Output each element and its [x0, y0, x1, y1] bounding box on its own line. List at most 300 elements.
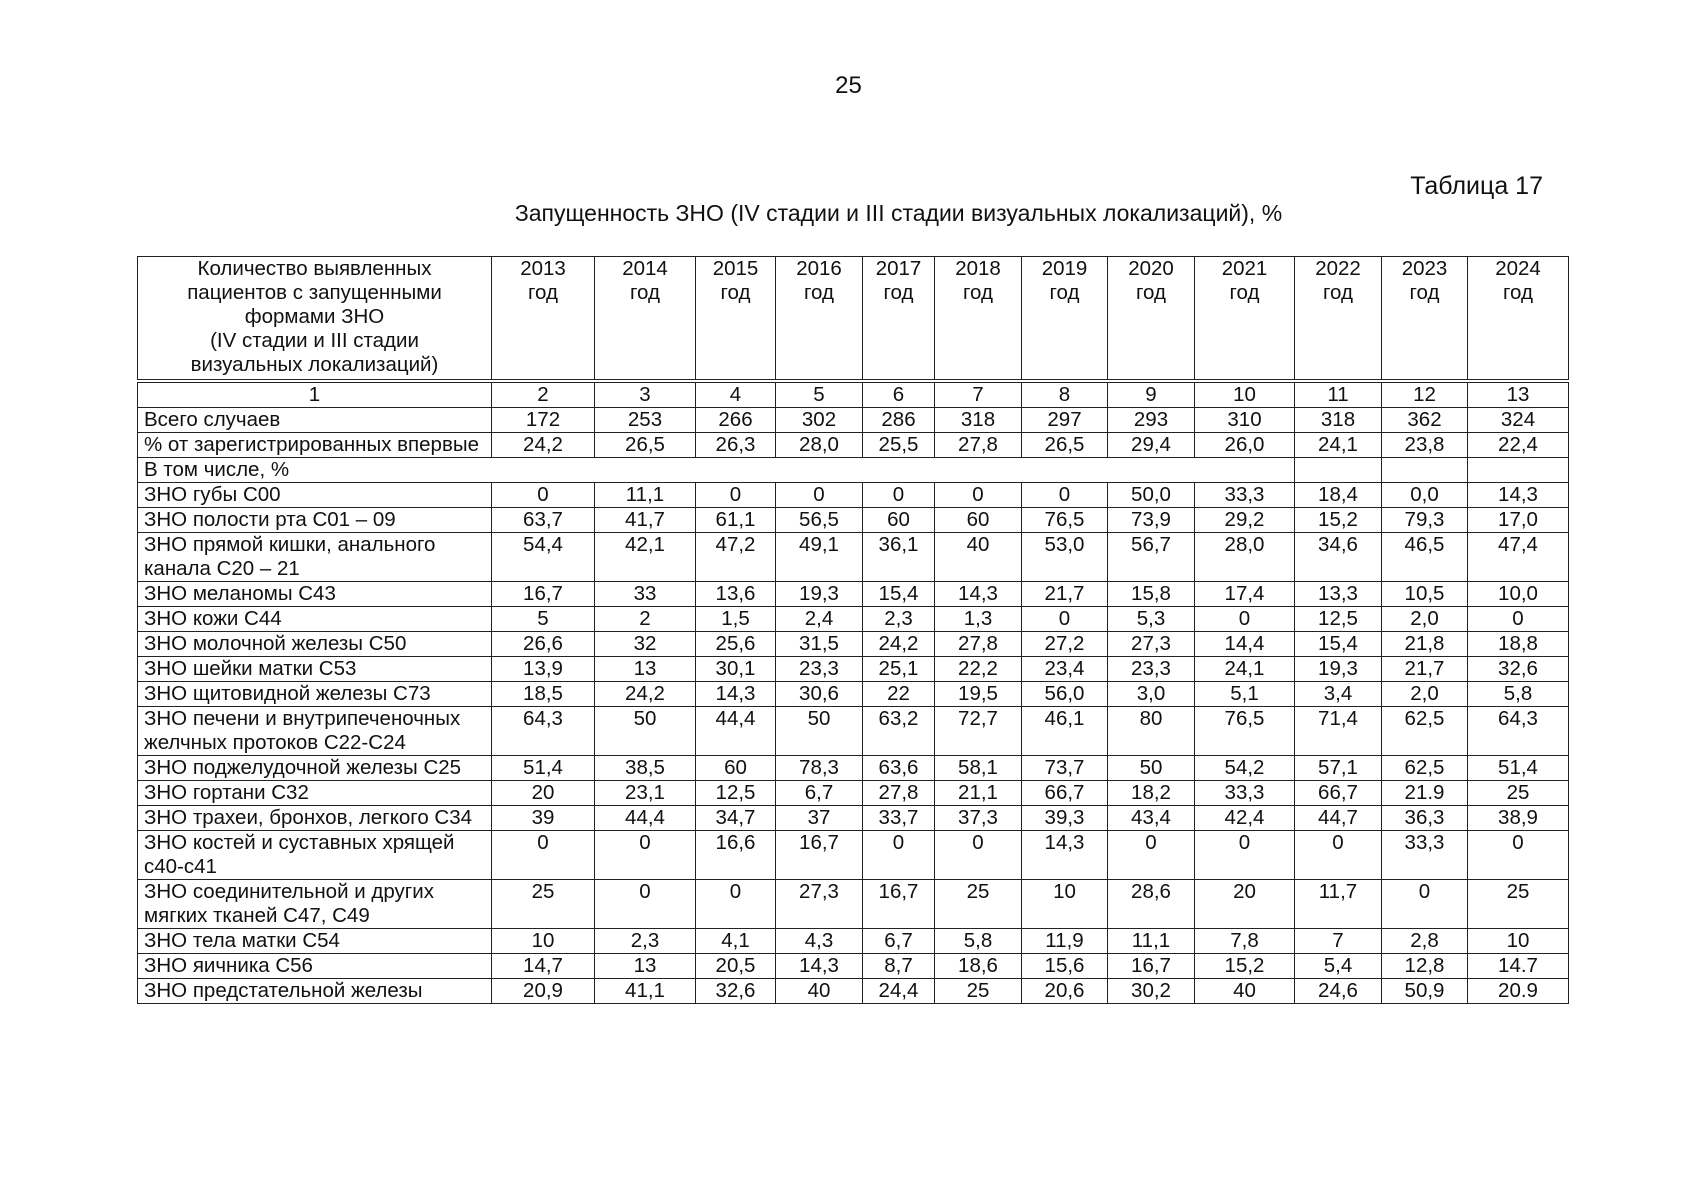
header-label-line: визуальных локализаций) — [190, 353, 439, 376]
value-cell: 19,3 — [1295, 657, 1382, 682]
value-cell: 32 — [595, 632, 696, 657]
value-cell: 21,7 — [1382, 657, 1468, 682]
value-cell: 14,3 — [935, 582, 1022, 607]
header-year: 2016 — [796, 257, 842, 280]
value-cell: 0 — [492, 483, 595, 508]
value-cell: 25 — [1468, 781, 1569, 806]
value-cell: 16,6 — [696, 831, 776, 880]
table-row — [138, 607, 1569, 632]
value-cell: 0 — [935, 831, 1022, 880]
table-row — [138, 632, 1569, 657]
value-cell: 11,9 — [1022, 929, 1108, 954]
value-cell: 17,4 — [1195, 582, 1295, 607]
value-cell: 23,8 — [1382, 433, 1468, 458]
header-year: 2022 — [1315, 257, 1361, 280]
value-cell: 51,4 — [492, 756, 595, 781]
value-cell: 14,3 — [1022, 831, 1108, 880]
value-cell: 15,4 — [1295, 632, 1382, 657]
value-cell: 21,7 — [1022, 582, 1108, 607]
value-cell: 47,4 — [1468, 533, 1569, 582]
header-label-line: пациентов с запущенными — [187, 281, 442, 304]
value-cell: 24,4 — [863, 979, 935, 1004]
value-cell: 12,5 — [1295, 607, 1382, 632]
value-cell: 5,3 — [1108, 607, 1195, 632]
value-cell: 11,1 — [595, 483, 696, 508]
table-row — [138, 408, 1569, 433]
value-cell: 80 — [1108, 707, 1195, 756]
value-cell: 13,9 — [492, 657, 595, 682]
value-cell: 42,4 — [1195, 806, 1295, 831]
column-index-cell: 3 — [595, 381, 696, 408]
table-row — [138, 483, 1569, 508]
value-cell: 36,1 — [863, 533, 935, 582]
value-cell: 20 — [492, 781, 595, 806]
column-index-cell: 4 — [696, 381, 776, 408]
value-cell: 0 — [696, 483, 776, 508]
value-cell: 11,7 — [1295, 880, 1382, 929]
value-cell: 22,4 — [1468, 433, 1569, 458]
value-cell: 25 — [935, 880, 1022, 929]
header-year: 2021 — [1221, 257, 1268, 280]
header-year-unit: год — [963, 281, 993, 304]
value-cell: 318 — [1295, 408, 1382, 433]
column-index-cell: 12 — [1382, 381, 1468, 408]
value-cell: 54,4 — [492, 533, 595, 582]
value-cell: 62,5 — [1382, 707, 1468, 756]
row-label: ЗНО губы С00 — [138, 483, 492, 508]
value-cell: 0 — [1295, 831, 1382, 880]
value-cell: 13 — [595, 657, 696, 682]
value-cell: 63,7 — [492, 508, 595, 533]
table-row — [138, 533, 1569, 582]
empty-cell — [1382, 458, 1468, 483]
value-cell: 27,3 — [1108, 632, 1195, 657]
value-cell: 26,6 — [492, 632, 595, 657]
row-label: ЗНО яичника С56 — [138, 954, 492, 979]
value-cell: 0 — [935, 483, 1022, 508]
value-cell: 39 — [492, 806, 595, 831]
value-cell: 24,2 — [595, 682, 696, 707]
empty-cell — [1022, 458, 1108, 483]
value-cell: 0 — [1195, 607, 1295, 632]
value-cell: 20,9 — [492, 979, 595, 1004]
value-cell: 27,2 — [1022, 632, 1108, 657]
table-row — [138, 682, 1569, 707]
value-cell: 5 — [492, 607, 595, 632]
value-cell: 0 — [1022, 607, 1108, 632]
value-cell: 42,1 — [595, 533, 696, 582]
value-cell: 43,4 — [1108, 806, 1195, 831]
value-cell: 253 — [595, 408, 696, 433]
table-row — [138, 657, 1569, 682]
header-year-cell — [492, 257, 595, 382]
value-cell: 10,5 — [1382, 582, 1468, 607]
value-cell: 19,3 — [776, 582, 863, 607]
value-cell: 50 — [776, 707, 863, 756]
value-cell: 1,3 — [935, 607, 1022, 632]
value-cell: 22,2 — [935, 657, 1022, 682]
value-cell: 21.9 — [1382, 781, 1468, 806]
column-index-cell: 11 — [1295, 381, 1382, 408]
value-cell: 0 — [595, 880, 696, 929]
value-cell: 2 — [595, 607, 696, 632]
value-cell: 76,5 — [1195, 707, 1295, 756]
value-cell: 0 — [1022, 483, 1108, 508]
value-cell: 7 — [1295, 929, 1382, 954]
value-cell: 66,7 — [1295, 781, 1382, 806]
value-cell: 293 — [1108, 408, 1195, 433]
table-row — [138, 929, 1569, 954]
value-cell: 3,4 — [1295, 682, 1382, 707]
value-cell: 53,0 — [1022, 533, 1108, 582]
value-cell: 63,2 — [863, 707, 935, 756]
value-cell: 44,4 — [696, 707, 776, 756]
value-cell: 297 — [1022, 408, 1108, 433]
empty-cell — [935, 458, 1022, 483]
value-cell: 60 — [863, 508, 935, 533]
header-year-cell — [1295, 257, 1382, 382]
value-cell: 24,6 — [1295, 979, 1382, 1004]
value-cell: 66,7 — [1022, 781, 1108, 806]
header-year: 2020 — [1128, 257, 1174, 280]
value-cell: 50,0 — [1108, 483, 1195, 508]
value-cell: 25,6 — [696, 632, 776, 657]
value-cell: 21,8 — [1382, 632, 1468, 657]
header-year: 2018 — [955, 257, 1001, 280]
value-cell: 20,5 — [696, 954, 776, 979]
value-cell: 23,1 — [595, 781, 696, 806]
value-cell: 73,7 — [1022, 756, 1108, 781]
value-cell: 23,3 — [776, 657, 863, 682]
value-cell: 29,2 — [1195, 508, 1295, 533]
column-index-cell: 2 — [492, 381, 595, 408]
empty-cell — [1468, 458, 1569, 483]
value-cell: 13,6 — [696, 582, 776, 607]
table-number: Таблица 17 — [1410, 172, 1543, 200]
value-cell: 20 — [1195, 880, 1295, 929]
header-year-cell — [1382, 257, 1468, 382]
header-year-cell — [863, 257, 935, 382]
value-cell: 38,9 — [1468, 806, 1569, 831]
row-label: Всего случаев — [138, 408, 492, 433]
value-cell: 2,0 — [1382, 607, 1468, 632]
row-label: ЗНО молочной железы С50 — [138, 632, 492, 657]
empty-cell — [776, 458, 863, 483]
column-index-cell: 7 — [935, 381, 1022, 408]
header-year-unit: год — [630, 281, 660, 304]
table-row — [138, 433, 1569, 458]
value-cell: 50 — [595, 707, 696, 756]
row-label: % от зарегистрированных впервые — [138, 433, 492, 458]
value-cell: 15,2 — [1295, 508, 1382, 533]
value-cell: 15,6 — [1022, 954, 1108, 979]
table-title: Запущенность ЗНО (IV стадии и III стадии визуальных локализаций), % — [514, 200, 1283, 226]
value-cell: 172 — [492, 408, 595, 433]
value-cell: 10,0 — [1468, 582, 1569, 607]
column-index-cell: 5 — [776, 381, 863, 408]
value-cell: 0 — [1468, 607, 1569, 632]
value-cell: 26,0 — [1195, 433, 1295, 458]
value-cell: 0 — [1468, 831, 1569, 880]
row-label: ЗНО полости рта С01 – 09 — [138, 508, 492, 533]
header-year-unit: год — [1229, 281, 1260, 304]
section-row — [138, 458, 1569, 483]
value-cell: 71,4 — [1295, 707, 1382, 756]
value-cell: 37 — [776, 806, 863, 831]
value-cell: 310 — [1195, 408, 1295, 433]
value-cell: 40 — [1195, 979, 1295, 1004]
value-cell: 5,4 — [1295, 954, 1382, 979]
value-cell: 62,5 — [1382, 756, 1468, 781]
value-cell: 17,0 — [1468, 508, 1569, 533]
header-year-unit: год — [720, 281, 751, 304]
value-cell: 31,5 — [776, 632, 863, 657]
value-cell: 57,1 — [1295, 756, 1382, 781]
value-cell: 79,3 — [1382, 508, 1468, 533]
value-cell: 73,9 — [1108, 508, 1195, 533]
value-cell: 10 — [492, 929, 595, 954]
value-cell: 302 — [776, 408, 863, 433]
table-header — [138, 257, 1569, 382]
value-cell: 78,3 — [776, 756, 863, 781]
value-cell: 0,0 — [1382, 483, 1468, 508]
value-cell: 18,5 — [492, 682, 595, 707]
value-cell: 0 — [595, 831, 696, 880]
row-label: ЗНО шейки матки С53 — [138, 657, 492, 682]
value-cell: 25,1 — [863, 657, 935, 682]
value-cell: 46,1 — [1022, 707, 1108, 756]
value-cell: 41,7 — [595, 508, 696, 533]
value-cell: 56,5 — [776, 508, 863, 533]
value-cell: 10 — [1022, 880, 1108, 929]
value-cell: 63,6 — [863, 756, 935, 781]
value-cell: 19,5 — [935, 682, 1022, 707]
value-cell: 64,3 — [492, 707, 595, 756]
value-cell: 76,5 — [1022, 508, 1108, 533]
value-cell: 27,8 — [863, 781, 935, 806]
value-cell: 27,8 — [935, 632, 1022, 657]
value-cell: 33,3 — [1382, 831, 1468, 880]
value-cell: 6,7 — [776, 781, 863, 806]
page-number: 25 — [835, 72, 862, 99]
value-cell: 33,7 — [863, 806, 935, 831]
value-cell: 7,8 — [1195, 929, 1295, 954]
data-table — [137, 256, 1569, 1004]
row-label: ЗНО печени и внутрипеченочных желчных протоков С22-С24 — [138, 707, 492, 756]
value-cell: 38,5 — [595, 756, 696, 781]
value-cell: 18,4 — [1295, 483, 1382, 508]
value-cell: 3,0 — [1108, 682, 1195, 707]
value-cell: 13,3 — [1295, 582, 1382, 607]
value-cell: 4,1 — [696, 929, 776, 954]
table-row — [138, 831, 1569, 880]
value-cell: 2,3 — [863, 607, 935, 632]
table-row — [138, 979, 1569, 1004]
column-index-cell: 6 — [863, 381, 935, 408]
column-index-cell: 8 — [1022, 381, 1108, 408]
column-index-cell: 10 — [1195, 381, 1295, 408]
value-cell: 2,4 — [776, 607, 863, 632]
value-cell: 28,0 — [776, 433, 863, 458]
row-label: ЗНО щитовидной железы С73 — [138, 682, 492, 707]
value-cell: 60 — [696, 756, 776, 781]
value-cell: 28,0 — [1195, 533, 1295, 582]
value-cell: 47,2 — [696, 533, 776, 582]
table-row — [138, 707, 1569, 756]
value-cell: 4,3 — [776, 929, 863, 954]
table-body — [138, 381, 1569, 1004]
value-cell: 0 — [1195, 831, 1295, 880]
column-index-cell: 1 — [138, 381, 492, 408]
value-cell: 21,1 — [935, 781, 1022, 806]
value-cell: 18,8 — [1468, 632, 1569, 657]
value-cell: 30,1 — [696, 657, 776, 682]
column-index-cell: 9 — [1108, 381, 1195, 408]
value-cell: 0 — [492, 831, 595, 880]
empty-cell — [492, 458, 595, 483]
header-year: 2013 — [520, 257, 566, 280]
value-cell: 54,2 — [1195, 756, 1295, 781]
value-cell: 40 — [935, 533, 1022, 582]
header-year-unit: год — [1049, 281, 1080, 304]
value-cell: 286 — [863, 408, 935, 433]
value-cell: 36,3 — [1382, 806, 1468, 831]
header-year-cell — [1108, 257, 1195, 382]
value-cell: 0 — [1108, 831, 1195, 880]
value-cell: 15,4 — [863, 582, 935, 607]
row-label: ЗНО соединительной и других мягких тканей С47, С49 — [138, 880, 492, 929]
value-cell: 23,4 — [1022, 657, 1108, 682]
column-index-row — [138, 381, 1569, 408]
value-cell: 5,1 — [1195, 682, 1295, 707]
table-row — [138, 954, 1569, 979]
value-cell: 18,2 — [1108, 781, 1195, 806]
row-label: ЗНО прямой кишки, анального канала С20 – 21 — [138, 533, 492, 582]
value-cell: 22 — [863, 682, 935, 707]
value-cell: 25,5 — [863, 433, 935, 458]
value-cell: 39,3 — [1022, 806, 1108, 831]
value-cell: 32,6 — [1468, 657, 1569, 682]
value-cell: 324 — [1468, 408, 1569, 433]
header-year: 2015 — [712, 257, 759, 280]
value-cell: 11,1 — [1108, 929, 1195, 954]
value-cell: 0 — [1382, 880, 1468, 929]
row-label: ЗНО предстательной железы — [138, 979, 492, 1004]
value-cell: 25 — [1468, 880, 1569, 929]
value-cell: 24,1 — [1195, 657, 1295, 682]
header-year-unit: год — [804, 281, 834, 304]
value-cell: 72,7 — [935, 707, 1022, 756]
table-row — [138, 781, 1569, 806]
value-cell: 2,0 — [1382, 682, 1468, 707]
value-cell: 34,7 — [696, 806, 776, 831]
value-cell: 16,7 — [863, 880, 935, 929]
value-cell: 14,4 — [1195, 632, 1295, 657]
row-label: ЗНО поджелудочной железы С25 — [138, 756, 492, 781]
row-label: ЗНО меланомы С43 — [138, 582, 492, 607]
header-year-unit: год — [528, 281, 558, 304]
value-cell: 14,7 — [492, 954, 595, 979]
header-year-cell — [1468, 257, 1569, 382]
value-cell: 266 — [696, 408, 776, 433]
value-cell: 26,5 — [595, 433, 696, 458]
header-year-unit: год — [1323, 281, 1353, 304]
empty-cell — [1195, 458, 1295, 483]
header-year: 2014 — [622, 257, 668, 280]
value-cell: 49,1 — [776, 533, 863, 582]
value-cell: 0 — [696, 880, 776, 929]
header-year-unit: год — [1503, 281, 1533, 304]
value-cell: 15,8 — [1108, 582, 1195, 607]
value-cell: 18,6 — [935, 954, 1022, 979]
value-cell: 33,3 — [1195, 483, 1295, 508]
value-cell: 0 — [776, 483, 863, 508]
header-year: 2023 — [1401, 257, 1448, 280]
value-cell: 23,3 — [1108, 657, 1195, 682]
value-cell: 25 — [492, 880, 595, 929]
empty-cell — [595, 458, 696, 483]
value-cell: 33 — [595, 582, 696, 607]
value-cell: 362 — [1382, 408, 1468, 433]
table-row — [138, 756, 1569, 781]
value-cell: 50,9 — [1382, 979, 1468, 1004]
header-label-cell — [138, 257, 492, 382]
value-cell: 5,8 — [1468, 682, 1569, 707]
row-label: В том числе, % — [138, 458, 492, 483]
value-cell: 24,2 — [492, 433, 595, 458]
value-cell: 41,1 — [595, 979, 696, 1004]
value-cell: 30,6 — [776, 682, 863, 707]
table-row — [138, 582, 1569, 607]
value-cell: 34,6 — [1295, 533, 1382, 582]
value-cell: 10 — [1468, 929, 1569, 954]
header-label-line: Количество выявленных — [197, 257, 432, 280]
value-cell: 27,8 — [935, 433, 1022, 458]
header-year: 2019 — [1041, 257, 1088, 280]
value-cell: 26,3 — [696, 433, 776, 458]
row-label: ЗНО костей и суставных хрящей с40-с41 — [138, 831, 492, 880]
value-cell: 2,3 — [595, 929, 696, 954]
value-cell: 37,3 — [935, 806, 1022, 831]
header-year-cell — [935, 257, 1022, 382]
value-cell: 318 — [935, 408, 1022, 433]
value-cell: 25 — [935, 979, 1022, 1004]
value-cell: 12,8 — [1382, 954, 1468, 979]
value-cell: 6,7 — [863, 929, 935, 954]
value-cell: 12,5 — [696, 781, 776, 806]
value-cell: 16,7 — [776, 831, 863, 880]
header-year: 2024 — [1495, 257, 1541, 280]
empty-cell — [1295, 458, 1382, 483]
value-cell: 30,2 — [1108, 979, 1195, 1004]
value-cell: 50 — [1108, 756, 1195, 781]
header-year-unit: год — [1409, 281, 1440, 304]
header-year-unit: год — [1136, 281, 1166, 304]
header-year-cell — [696, 257, 776, 382]
row-label: ЗНО трахеи, бронхов, легкого С34 — [138, 806, 492, 831]
value-cell: 16,7 — [1108, 954, 1195, 979]
value-cell: 14,3 — [1468, 483, 1569, 508]
empty-cell — [863, 458, 935, 483]
value-cell: 33,3 — [1195, 781, 1295, 806]
value-cell: 32,6 — [696, 979, 776, 1004]
value-cell: 5,8 — [935, 929, 1022, 954]
value-cell: 2,8 — [1382, 929, 1468, 954]
value-cell: 56,7 — [1108, 533, 1195, 582]
value-cell: 26,5 — [1022, 433, 1108, 458]
value-cell: 61,1 — [696, 508, 776, 533]
header-year-unit: год — [883, 281, 914, 304]
